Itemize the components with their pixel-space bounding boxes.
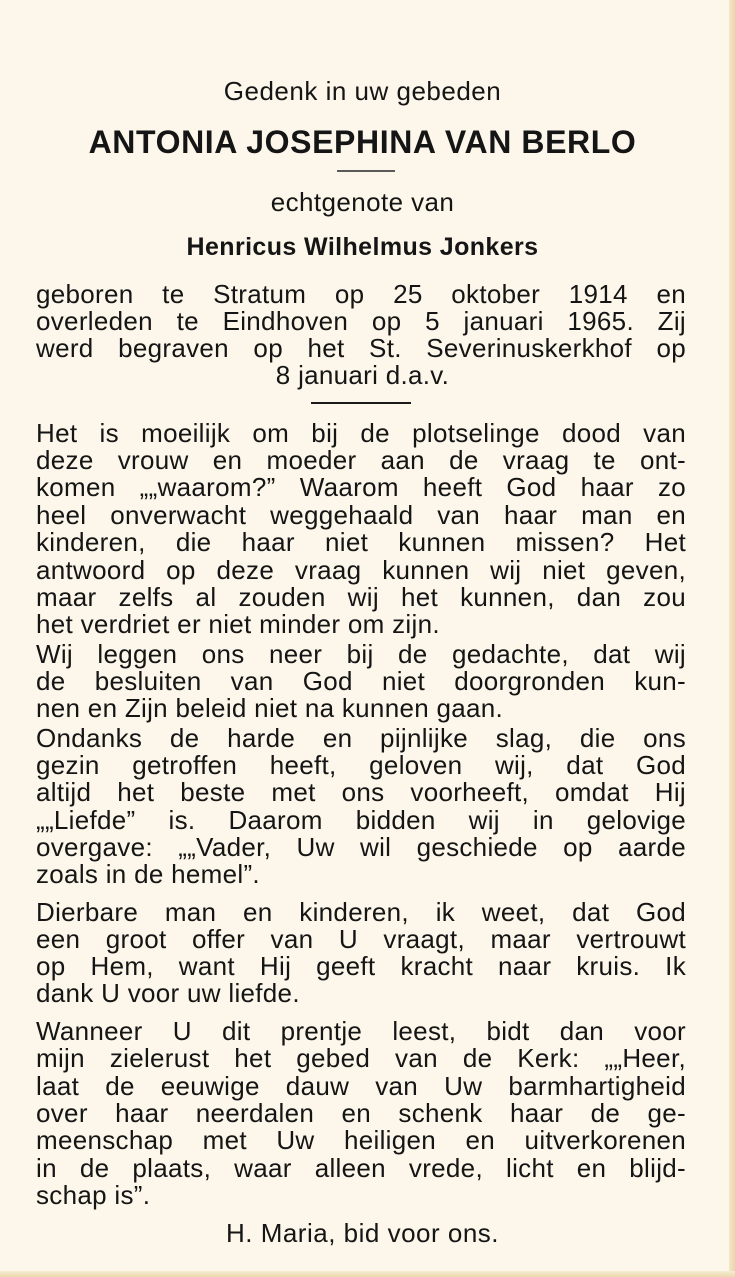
paragraph-line: laat de eeuwige dauw van Uw barmhartigheid bbox=[36, 1071, 686, 1101]
paragraph-line: antwoord op deze vraag kunnen wij niet geven, bbox=[36, 555, 686, 585]
paragraph-line: „„Liefde” is. Daarom bidden wij in gelovige bbox=[36, 805, 686, 835]
section-divider bbox=[311, 402, 411, 404]
paragraph-line: overgave: „„Vader, Uw wil geschiede op aarde bbox=[36, 832, 686, 862]
deceased-name: ANTONIA JOSEPHINA VAN BERLO bbox=[88, 124, 637, 160]
paragraph-line: Ondanks de harde en pijnlijke slag, die ons bbox=[36, 723, 686, 753]
paragraph-line: in de plaats, waar alleen vrede, licht en blijd- bbox=[36, 1153, 686, 1183]
name-underline bbox=[337, 170, 395, 172]
paragraph-line: meenschap met Uw heiligen en uitverkorenen bbox=[36, 1125, 686, 1155]
paragraph-line: deze vrouw en moeder aan de vraag te ont- bbox=[36, 445, 686, 475]
birth-death-line: werd begraven op het St. Severinuskerkhof op bbox=[36, 333, 686, 363]
card-right-edge bbox=[729, 0, 735, 1277]
card-bottom-edge bbox=[0, 1271, 735, 1277]
paragraph-line: mijn zielerust het gebed van de Kerk: „„Heer, bbox=[36, 1043, 686, 1073]
paragraph-line: gezin getroffen heeft, geloven wij, dat God bbox=[36, 750, 686, 780]
paragraph-line: heel onverwacht weggehaald van haar man en bbox=[36, 500, 686, 530]
paragraph-line: Wij leggen ons neer bij de gedachte, dat wij bbox=[36, 639, 686, 669]
birth-death-line: 8 januari d.a.v. bbox=[275, 360, 450, 390]
paragraph-line: een groot offer van U vraagt, maar vertrouwt bbox=[36, 924, 686, 954]
paragraph-line: op Hem, want Hij geeft kracht naar kruis. Ik bbox=[36, 951, 686, 981]
spouse-label: echtgenote van bbox=[270, 187, 455, 217]
paragraph-line: maar zelfs al zouden wij het kunnen, dan zou bbox=[36, 582, 686, 612]
paragraph-line: nen en Zijn beleid niet na kunnen gaan. bbox=[36, 693, 504, 723]
birth-death-line: geboren te Stratum op 25 oktober 1914 en bbox=[36, 279, 686, 309]
birth-death-line: overleden te Eindhoven op 5 januari 1965. Zij bbox=[36, 306, 686, 336]
paragraph-line: altijd het beste met ons voorheeft, omdat Hij bbox=[36, 777, 686, 807]
paragraph-line: schap is”. bbox=[36, 1180, 151, 1210]
paragraph-line: zoals in de hemel”. bbox=[36, 859, 260, 889]
spouse-name: Henricus Wilhelmus Jonkers bbox=[186, 233, 539, 261]
paragraph-line: kinderen, die haar niet kunnen missen? Het bbox=[36, 527, 686, 557]
paragraph-line: dank U voor uw liefde. bbox=[36, 978, 300, 1008]
paragraph-line: Het is moeilijk om bij de plotselinge dood van bbox=[36, 418, 686, 448]
intro-line: Gedenk in uw gebeden bbox=[223, 76, 502, 106]
paragraph-line: het verdriet er niet minder om zijn. bbox=[36, 609, 440, 639]
paragraph-line: Wanneer U dit prentje leest, bidt dan voor bbox=[36, 1016, 686, 1046]
closing-prayer: H. Maria, bid voor ons. bbox=[225, 1218, 500, 1248]
paragraph-line: Dierbare man en kinderen, ik weet, dat God bbox=[36, 897, 686, 927]
paragraph-line: de besluiten van God niet doorgronden kun- bbox=[36, 666, 686, 696]
paragraph-line: komen „„waarom?” Waarom heeft God haar zo bbox=[36, 472, 686, 502]
paragraph-line: over haar neerdalen en schenk haar de ge- bbox=[36, 1098, 686, 1128]
